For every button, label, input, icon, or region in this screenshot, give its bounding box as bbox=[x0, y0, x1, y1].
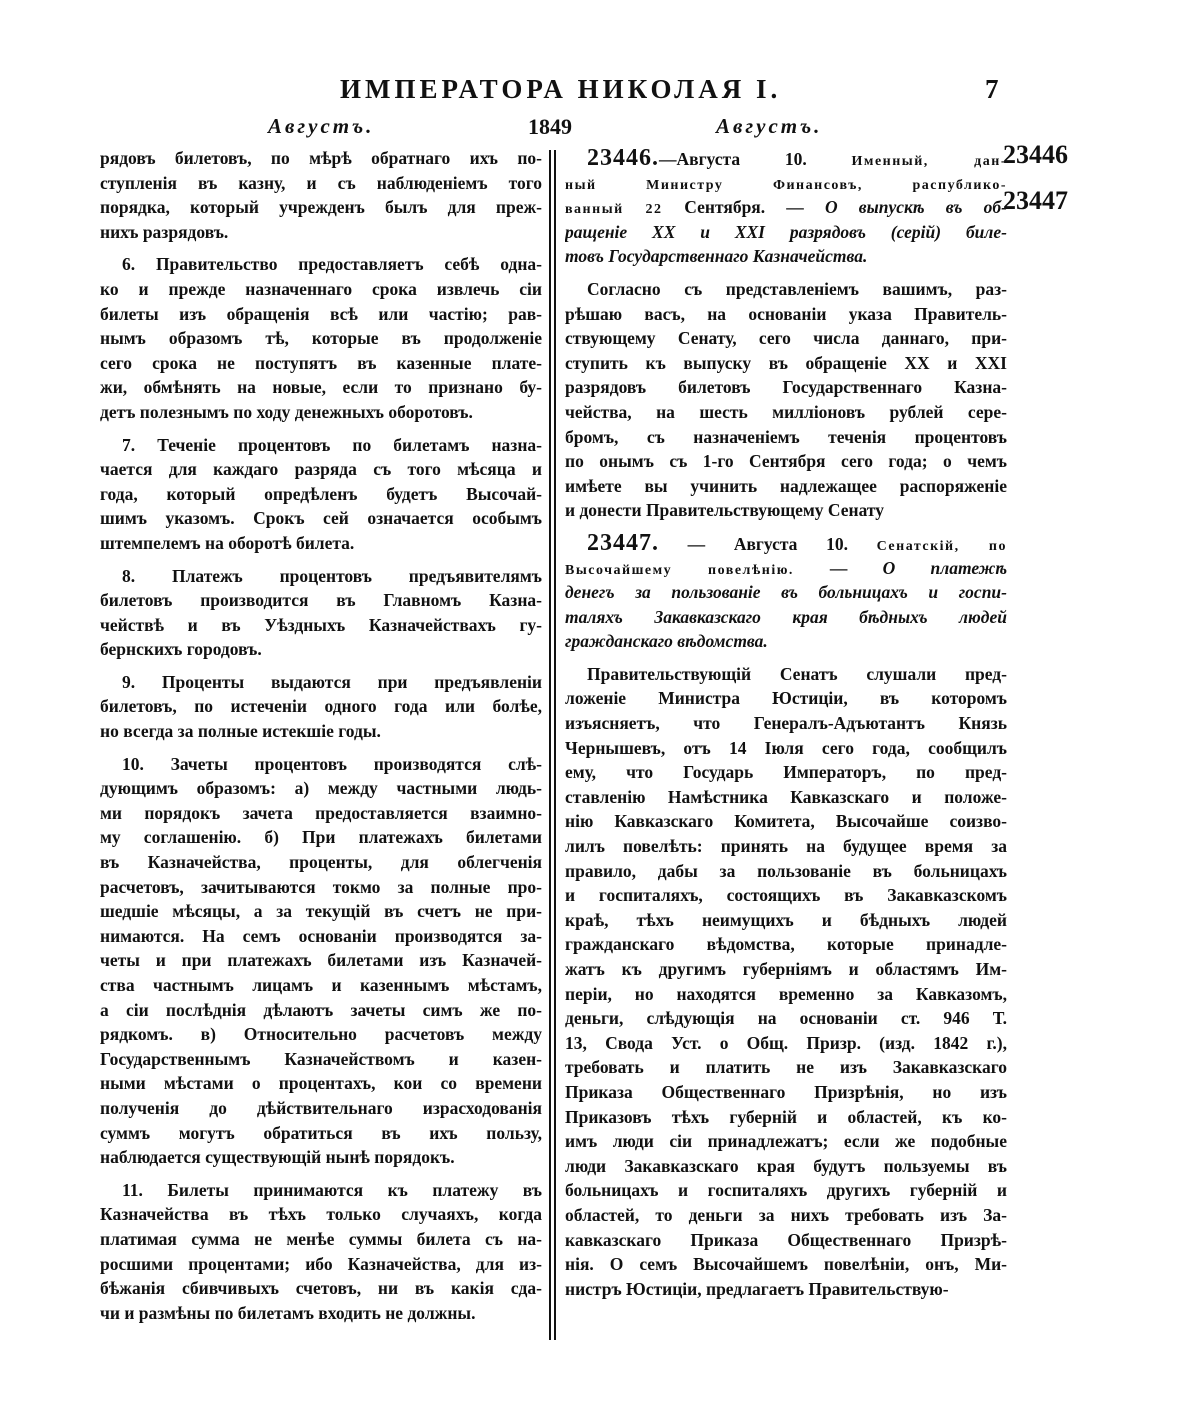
text-line bbox=[100, 482, 542, 507]
text-segment: гражданскаго вѣдомства. bbox=[565, 631, 768, 652]
text-line bbox=[100, 899, 542, 924]
text-line bbox=[100, 326, 542, 351]
text-segment: правило, дабы за пользованіе въ больницахъ bbox=[565, 860, 1007, 881]
text-segment: О выпускѣ въ об- bbox=[824, 197, 1007, 218]
text-segment: ступить къ выпуску въ обращеніе XX и XXI bbox=[565, 352, 1007, 373]
text-line bbox=[565, 736, 1007, 761]
text-line bbox=[565, 171, 1007, 196]
text-segment: 10. Зачеты процентовъ производятся слѣ- bbox=[122, 753, 542, 774]
text-segment: Именный, дан- bbox=[851, 154, 1007, 169]
text-segment: ными мѣстами о процентахъ, кои со времени bbox=[100, 1073, 542, 1094]
text-line bbox=[565, 302, 1007, 327]
text-segment: бѣжанія сбивчивыхъ счетовъ, ни въ какія сда- bbox=[100, 1278, 542, 1299]
text-segment: гражданскаго вѣдомства, которые принадле- bbox=[565, 934, 1007, 955]
text-segment: а сіи послѣднія дѣлаютъ зачеты симъ же по- bbox=[100, 999, 542, 1020]
text-line bbox=[100, 506, 542, 531]
text-segment: нимаются. На семъ основаніи производятся за- bbox=[100, 925, 542, 946]
text-line bbox=[100, 825, 542, 850]
text-segment: жи, обмѣнять на новые, если то признано бу- bbox=[100, 377, 542, 398]
text-segment: бернскихъ городовъ. bbox=[100, 639, 262, 660]
text-segment: областей, то деньги за нихъ требовать изъ За- bbox=[565, 1204, 1007, 1225]
text-line bbox=[100, 776, 542, 801]
text-segment: бромъ, съ назначеніемъ теченія процентовъ bbox=[565, 426, 1007, 447]
text-segment: 8. Платежъ процентовъ предъявителямъ bbox=[122, 565, 542, 586]
paragraph bbox=[565, 531, 1007, 654]
text-segment: шедшіе мѣсяцы, а за текущій въ счетъ не при- bbox=[100, 901, 542, 922]
text-segment: чи и размѣны по билетамъ входить не должны. bbox=[100, 1302, 476, 1323]
text-line bbox=[565, 662, 1007, 687]
text-segment: нію Кавказскаго Комитета, Высочайше соизво- bbox=[565, 811, 1007, 832]
text-line bbox=[100, 1276, 542, 1301]
text-line bbox=[100, 637, 542, 662]
text-segment: чейства, на шесть милліоновъ рублей сере- bbox=[565, 401, 1007, 422]
text-segment: ванный 22 bbox=[565, 202, 685, 218]
text-segment: Высочайшему повелѣнію. bbox=[565, 562, 830, 578]
text-line bbox=[100, 457, 542, 482]
text-segment: требовать и платить не изъ Закавказскаго bbox=[565, 1057, 1007, 1078]
text-line bbox=[100, 998, 542, 1023]
text-segment: распублико- bbox=[912, 177, 1007, 193]
text-line bbox=[565, 809, 1007, 834]
text-segment: ставленію Намѣстника Кавказскаго и положе- bbox=[565, 786, 1007, 807]
text-segment: расчетовъ, зачитываются токмо за полные про- bbox=[100, 876, 542, 897]
text-line bbox=[565, 686, 1007, 711]
text-segment: чействѣ и въ Уѣздныхъ Казначействахъ гу- bbox=[100, 614, 542, 635]
text-line bbox=[565, 785, 1007, 810]
text-line bbox=[100, 1047, 542, 1072]
text-segment: — bbox=[829, 557, 883, 578]
text-segment: нія. О семъ Высочайшемъ повелѣніи, онъ, Ми- bbox=[565, 1254, 1007, 1275]
text-segment: разрядовъ билетовъ Государственнаго Казна- bbox=[565, 377, 1007, 398]
text-segment: ступленія въ казну, и съ наблюденіемъ того bbox=[100, 172, 542, 193]
text-line bbox=[100, 564, 542, 589]
text-line bbox=[565, 1080, 1007, 1105]
text-line bbox=[100, 302, 542, 327]
text-line bbox=[100, 531, 542, 556]
text-line bbox=[100, 1145, 542, 1170]
text-segment: 13, Свода Уст. о Общ. Призр. (изд. 1842 г.), bbox=[565, 1032, 1007, 1053]
text-line bbox=[100, 694, 542, 719]
paragraph bbox=[565, 662, 1007, 1301]
text-segment: билетовъ производится въ Главномъ Казна- bbox=[100, 590, 542, 611]
text-line bbox=[565, 1203, 1007, 1228]
text-line bbox=[100, 1301, 542, 1326]
text-segment: штемпелемъ на оборотѣ билета. bbox=[100, 532, 355, 553]
text-line bbox=[565, 1129, 1007, 1154]
text-line bbox=[565, 1031, 1007, 1056]
year: 1849 bbox=[528, 114, 572, 139]
text-line bbox=[565, 859, 1007, 884]
text-line bbox=[565, 277, 1007, 302]
text-segment: полученія до дѣйствительнаго израсходованія bbox=[100, 1097, 542, 1118]
margin-number: 23446 bbox=[1003, 140, 1068, 169]
margin-number: 23447 bbox=[1003, 186, 1068, 215]
text-line bbox=[100, 146, 542, 171]
text-line bbox=[100, 400, 542, 425]
text-segment: ства частнымъ лицамъ и казеннымъ мѣстамъ, bbox=[100, 975, 542, 995]
text-line bbox=[100, 801, 542, 826]
text-line bbox=[565, 629, 1007, 654]
text-segment: платимая сумма не менѣе суммы билета съ на- bbox=[100, 1228, 542, 1249]
text-segment: ращеніе XX и XXI разрядовъ (серій) биле- bbox=[565, 221, 1007, 242]
text-line bbox=[565, 908, 1007, 933]
text-line bbox=[565, 1228, 1007, 1253]
paragraph bbox=[100, 1178, 542, 1326]
paragraph bbox=[100, 564, 542, 662]
text-line bbox=[565, 1277, 1007, 1302]
paragraph bbox=[565, 277, 1007, 523]
text-segment: Согласно съ представленіемъ вашимъ, раз- bbox=[587, 278, 1007, 299]
text-line bbox=[565, 1178, 1007, 1203]
text-segment: въ Казначейства, проценты, для облегченія bbox=[100, 852, 542, 873]
text-segment: О платежѣ bbox=[882, 557, 1007, 578]
text-line bbox=[565, 556, 1007, 581]
text-line bbox=[100, 613, 542, 638]
act-number: 23446. bbox=[587, 146, 659, 171]
text-line bbox=[100, 850, 542, 875]
text-line bbox=[100, 351, 542, 376]
text-segment: рядовъ билетовъ, по мѣрѣ обратнаго ихъ по- bbox=[100, 148, 542, 168]
text-segment: 6. Правительство предоставляетъ себѣ одна- bbox=[122, 254, 542, 275]
text-segment: нихъ разрядовъ. bbox=[100, 221, 229, 242]
text-line bbox=[100, 719, 542, 744]
text-line bbox=[565, 932, 1007, 957]
text-line bbox=[565, 1055, 1007, 1080]
text-line bbox=[565, 1154, 1007, 1179]
text-line bbox=[100, 195, 542, 220]
text-line bbox=[565, 351, 1007, 376]
text-line bbox=[100, 948, 542, 973]
text-segment: му соглашенію. б) При платежахъ билетами bbox=[100, 827, 542, 848]
text-segment: 11. Билеты принимаются къ платежу въ bbox=[122, 1179, 542, 1200]
text-segment: имѣете вы учинить надлежащее распоряженіе bbox=[565, 475, 1007, 496]
text-segment: дующимъ образомъ: а) между частными людь- bbox=[100, 778, 542, 799]
paragraph bbox=[100, 433, 542, 556]
text-line bbox=[565, 1252, 1007, 1277]
text-line bbox=[100, 252, 542, 277]
text-line bbox=[565, 146, 1007, 171]
text-segment: Приказовъ тѣхъ губерній и областей, къ ко- bbox=[565, 1106, 1007, 1127]
text-segment: наблюдается существующій нынѣ порядокъ. bbox=[100, 1147, 455, 1168]
text-segment: рядкомъ. в) Относительно расчетовъ между bbox=[100, 1024, 542, 1045]
paragraph bbox=[565, 146, 1007, 269]
text-segment: порядка, который учрежденъ былъ для преж- bbox=[100, 197, 542, 218]
left-column bbox=[100, 146, 542, 1333]
text-line bbox=[565, 326, 1007, 351]
text-segment: билетовъ, по истеченіи одного года или болѣе, bbox=[100, 696, 542, 717]
right-column bbox=[565, 146, 1007, 1309]
text-segment: суммъ могутъ обратиться въ ихъ пользу, bbox=[100, 1122, 542, 1143]
text-segment: жатъ къ другимъ губерніямъ и областямъ Им- bbox=[565, 959, 1007, 979]
text-line bbox=[100, 973, 542, 998]
text-segment: ложеніе Министра Юстиціи, въ которомъ bbox=[565, 688, 1007, 709]
text-segment: ко и прежде назначеннаго срока извлечь сіи bbox=[100, 278, 542, 299]
text-segment: больницахъ и госпиталяхъ другихъ губерній и bbox=[565, 1180, 1007, 1201]
text-line bbox=[100, 277, 542, 302]
text-segment: 9. Проценты выдаются при предъявленіи bbox=[122, 671, 542, 692]
text-line bbox=[565, 449, 1007, 474]
text-segment: Правительствующій Сенатъ слушали пред- bbox=[587, 663, 1007, 684]
text-segment: ный Министру Финансовъ, bbox=[565, 177, 913, 193]
text-segment: шимъ указомъ. Срокъ сей означается особымъ bbox=[100, 508, 542, 529]
text-line bbox=[565, 531, 1007, 556]
text-segment: товъ Государственнаго Казначейства. bbox=[565, 246, 868, 267]
text-line bbox=[100, 924, 542, 949]
text-segment: ми порядокъ зачета предоставляется взаимно- bbox=[100, 802, 542, 823]
paragraph bbox=[100, 252, 542, 424]
text-segment: и госпиталяхъ, состоящихъ въ Закавказскомъ bbox=[565, 885, 1007, 906]
text-line bbox=[100, 1202, 542, 1227]
text-line bbox=[565, 195, 1007, 220]
text-line bbox=[565, 982, 1007, 1007]
text-line bbox=[100, 433, 542, 458]
text-segment: чается для каждаго разряда съ того мѣсяца и bbox=[100, 459, 542, 480]
text-line bbox=[565, 220, 1007, 245]
text-segment: по онымъ съ 1-го Сентября сего года; о чемъ bbox=[565, 451, 1007, 472]
text-segment: нистръ Юстиціи, предлагаетъ Правительствую- bbox=[565, 1278, 949, 1299]
text-segment: года, который опредѣленъ будетъ Высочай- bbox=[100, 483, 542, 504]
month-left: Августъ. bbox=[268, 114, 375, 138]
text-line bbox=[565, 580, 1007, 605]
text-line bbox=[565, 425, 1007, 450]
text-segment: Сенатскій, по bbox=[876, 538, 1007, 554]
paragraph bbox=[100, 752, 542, 1170]
column-rule bbox=[549, 150, 551, 1340]
text-segment: таляхъ Закавказскаго края бѣдныхъ людей bbox=[565, 606, 1007, 627]
text-line bbox=[565, 760, 1007, 785]
paragraph bbox=[100, 146, 542, 244]
text-segment: люди Закавказскаго края будутъ пользуемы въ bbox=[565, 1155, 1007, 1176]
text-segment: денегъ за пользованіе въ больницахъ и госпи- bbox=[565, 582, 1007, 603]
month-right: Августъ. bbox=[716, 114, 823, 138]
text-segment: — Августа 10. bbox=[659, 533, 877, 554]
text-line bbox=[565, 605, 1007, 630]
text-line bbox=[565, 834, 1007, 859]
text-line bbox=[100, 1252, 542, 1277]
text-segment: періи, но находятся временно за Кавказомъ, bbox=[565, 983, 1007, 1004]
text-segment: Приказа Общественнаго Призрѣнія, но изъ bbox=[565, 1081, 1007, 1102]
column-rule bbox=[554, 150, 556, 1340]
text-segment: Государственнымъ Казначействомъ и казен- bbox=[100, 1048, 542, 1069]
text-line bbox=[100, 752, 542, 777]
text-line bbox=[100, 1178, 542, 1203]
text-segment: нымъ образомъ тѣ, которые въ продолженіе bbox=[100, 328, 542, 349]
text-line bbox=[565, 400, 1007, 425]
text-segment: 7. Теченіе процентовъ по билетамъ назна- bbox=[122, 434, 542, 455]
text-line bbox=[565, 1105, 1007, 1130]
text-segment: Сентября. — bbox=[684, 197, 825, 218]
text-segment: краѣ, тѣхъ неимущихъ и бѣдныхъ людей bbox=[565, 909, 1007, 930]
text-segment: и донести Правительствующему Сенату bbox=[565, 500, 885, 521]
text-segment: росшими процентами; ибо Казначейства, для из- bbox=[100, 1253, 542, 1274]
text-line bbox=[565, 883, 1007, 908]
text-line bbox=[100, 1096, 542, 1121]
page-number: 7 bbox=[985, 74, 999, 104]
text-segment: лилъ повелѣть: принять на будущее время за bbox=[565, 836, 1007, 857]
text-line bbox=[100, 588, 542, 613]
text-line bbox=[100, 1022, 542, 1047]
act-number: 23447. bbox=[587, 530, 659, 556]
text-line bbox=[100, 875, 542, 900]
text-segment: —Августа 10. bbox=[659, 149, 852, 169]
text-line bbox=[100, 375, 542, 400]
text-segment: четы и при платежахъ билетами изъ Казначей- bbox=[100, 950, 542, 971]
text-line bbox=[100, 1071, 542, 1096]
text-segment: Чернышевъ, отъ 14 Іюля сего года, сообщилъ bbox=[565, 737, 1007, 758]
text-line bbox=[100, 670, 542, 695]
text-line bbox=[565, 498, 1007, 523]
text-line bbox=[565, 711, 1007, 736]
text-segment: изъясняетъ, что Генералъ-Адъютантъ Князь bbox=[565, 713, 1007, 734]
text-segment: сего срока не поступятъ въ казенные плате- bbox=[100, 352, 542, 373]
text-segment: кавказскаго Приказа Общественнаго Призрѣ- bbox=[565, 1229, 1007, 1250]
text-segment: но всегда за полные истекшіе годы. bbox=[100, 721, 381, 742]
running-head-title: ИМПЕРАТОРА НИКОЛАЯ I. bbox=[340, 74, 782, 104]
paragraph bbox=[100, 670, 542, 744]
text-segment: Казначейства въ тѣхъ только случаяхъ, когда bbox=[100, 1204, 542, 1225]
text-line bbox=[565, 375, 1007, 400]
text-line bbox=[565, 244, 1007, 269]
text-segment: деньги, слѣдующія на основаніи ст. 946 Т. bbox=[565, 1008, 1007, 1029]
text-line bbox=[100, 1227, 542, 1252]
text-line bbox=[100, 220, 542, 245]
text-line bbox=[565, 957, 1007, 982]
text-segment: имъ люди сіи принадлежатъ; если же подобные bbox=[565, 1131, 1007, 1152]
text-segment: рѣшаю васъ, на основаніи указа Правитель- bbox=[565, 303, 1007, 324]
text-line bbox=[565, 1006, 1007, 1031]
text-segment: билеты изъ обращенія всѣ или частію; рав- bbox=[100, 303, 542, 324]
text-line bbox=[100, 1121, 542, 1146]
text-segment: ствующему Сенату, сего числа даннаго, при- bbox=[565, 328, 1007, 349]
text-line bbox=[565, 474, 1007, 499]
text-line bbox=[100, 171, 542, 196]
text-segment: детъ полезнымъ по ходу денежныхъ оборотовъ. bbox=[100, 401, 473, 422]
text-segment: ему, что Государь Императоръ, по пред- bbox=[565, 762, 1007, 783]
